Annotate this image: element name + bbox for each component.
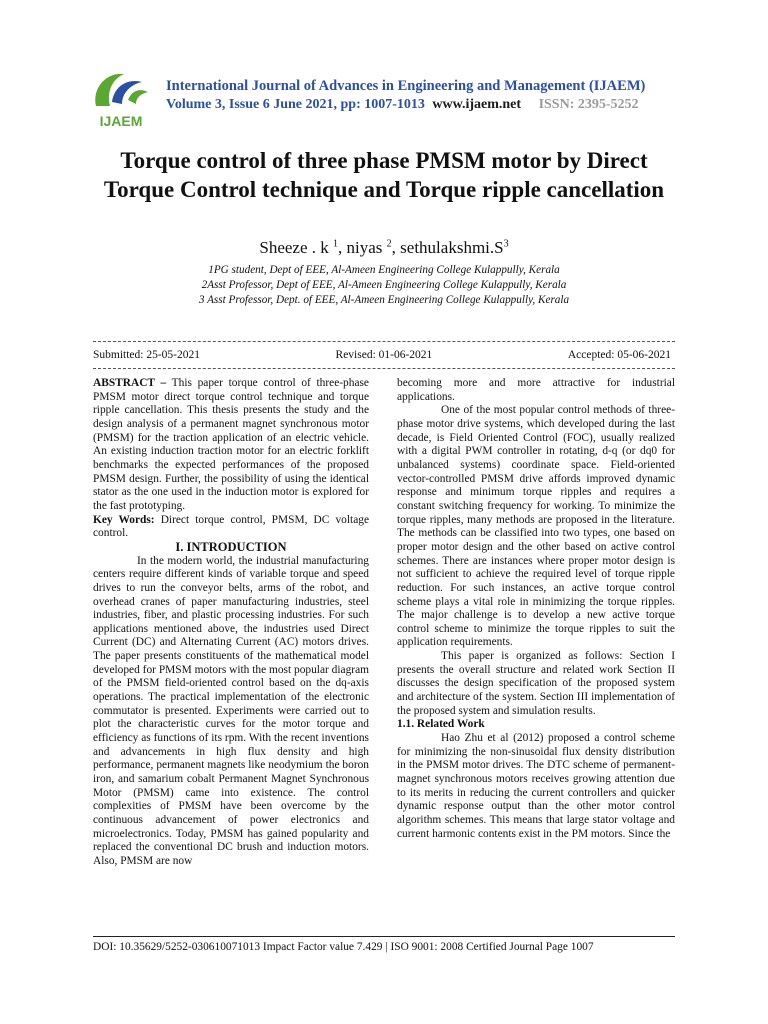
journal-info bbox=[166, 97, 639, 113]
journal-title: International Journal of Advances in Engineering and Management (IJAEM) bbox=[166, 78, 646, 94]
abstract-text: This paper torque control of three-phase PMSM motor direct torque control technique and torque ripple cancellation. This thesis presents the study and the design analysis of a permanent magnet synchronous motor (PMSM) for the traction application of an electric vehicle. An existing induction traction motor for an electric forklift benchmarks the expected performances of the proposed PMSM design. Further, the possibility of using the identical stator as the one used in the induction motor is explored for the fast prototyping. bbox=[93, 377, 369, 512]
author-3-sup: 3 bbox=[503, 238, 509, 250]
submitted-date: Submitted: 25-05-2021 bbox=[93, 349, 201, 361]
author-1-sup: 1 bbox=[333, 238, 339, 250]
keywords-text: Direct torque control, PMSM, DC voltage control. bbox=[93, 513, 370, 540]
divider-top bbox=[93, 341, 675, 342]
keywords-label: Key Words: bbox=[93, 513, 155, 526]
author-1: Sheeze . k bbox=[259, 238, 334, 257]
logo-text: IJAEM bbox=[99, 113, 143, 129]
author-2-sup: 2 bbox=[386, 238, 392, 250]
section-heading-introduction: I. INTRODUCTION bbox=[175, 539, 287, 554]
divider-bottom bbox=[93, 368, 675, 369]
author-3: sethulakshmi.S bbox=[400, 238, 504, 257]
right-paragraph-1: becoming more and more attractive for industrial applications. bbox=[397, 377, 675, 403]
journal-website-link[interactable]: www.ijaem.net bbox=[432, 97, 522, 112]
subsection-heading-related-work: 1.1. Related Work bbox=[397, 718, 485, 731]
journal-issn: ISSN: 2395-5252 bbox=[538, 97, 639, 112]
right-paragraph-3: This paper is organized as follows: Section I presents the overall structure and related work Section II discusses the design specification of the proposed system and architecture of the system. Section III implementation of the proposed system and simulation results. bbox=[397, 650, 675, 717]
right-column bbox=[397, 377, 675, 841]
left-column bbox=[93, 377, 369, 869]
abstract bbox=[93, 377, 369, 514]
footer-rule bbox=[93, 936, 675, 937]
affiliation-2: 2Asst Professor, Dept of EEE, Al-Ameen Engineering College Kulappully, Kerala bbox=[201, 279, 567, 291]
page-footer: DOI: 10.35629/5252-030610071013 Impact Factor value 7.429 | ISO 9001: 2008 Certified Journal Page 1007 bbox=[93, 941, 594, 953]
intro-paragraph: In the modern world, the industrial manufacturing centers require different kinds of variable torque and speed drives to run the conveyor belts, arms of the robot, and overhead cranes of paper manufacturing industries, steel industries, fiber, and plastic processing industries. For such applications mentioned above, the industries used Direct Current (DC) and Alternating Current (AC) motors drives. The paper presents constituents of the mathematical model developed for PMSM motors with the most popular diagram of the PMSM field-oriented control based on the dq-axis operations. The practical implementation of the electronic commutator is presented. Experiments were carried out to plot the characteristic curves for the motor torque and efficiency as functions of its rpm. With the recent inventions and advancements in high flux density and high performance, permanent magnets like neodymium the boron iron, and samarium cobalt Permanent Magnet Synchronous Motor (PMSM) came into existence. The control complexities of PMSM have been overcome by the continuous advancement of power electronics and microelectronics. Today, PMSM has gained popularity and replaced the conventional DC brush and induction motors. Also, PMSM are now bbox=[93, 554, 369, 867]
dates-row bbox=[93, 349, 671, 361]
affiliation-1: 1PG student, Dept of EEE, Al-Ameen Engineering College Kulappully, Kerala bbox=[208, 264, 560, 276]
keywords bbox=[93, 514, 369, 541]
affiliation-3: 3 Asst Professor, Dept. of EEE, Al-Ameen Engineering College Kulappully, Kerala bbox=[198, 294, 570, 306]
author-list: Sheeze . k $^1$, niyas $^2$, $sethulakshmi.S^3$ bbox=[259, 238, 509, 257]
accepted-date: Accepted: 05-06-2021 bbox=[567, 349, 671, 361]
revised-date: Revised: 01-06-2021 bbox=[335, 349, 433, 361]
ijaem-logo bbox=[88, 66, 154, 130]
abstract-label: ABSTRACT – bbox=[93, 377, 167, 389]
journal-volume: Volume 3, Issue 6 June 2021, pp: 1007-1013 bbox=[166, 97, 425, 112]
related-work-paragraph: Hao Zhu et al (2012) proposed a control scheme for minimizing the non-sinusoidal flux density distribution in the PMSM motor drives. The DTC scheme of permanent-magnet synchronous motors receives growing attention due to its merits in reducing the current controllers and quicker dynamic response output than the other motor control algorithm schemes. This means that large stator voltage and current harmonic contents exist in the PM motors. Since the bbox=[397, 732, 675, 840]
right-paragraph-2: One of the most popular control methods of three-phase motor drive systems, which developed during the last decade, is Field Oriented Control (FOC), usually realized with a digital PWM controller in rotating, d-q (or dq0 for unbalanced systems) coordinate space. Field-oriented vector-controlled PMSM drive affords improved dynamic response and minimum torque ripples and requires a constant switching frequency for working. To minimize the torque ripples, many methods are proposed in the literature. The methods can be classified into two types, one based on proper motor design and the other based on active control schemes. There are instances where proper motor design is not sufficient to achieve the required level of torque ripple reduction. For such instances, an active torque control scheme plays a vital role in minimizing the torque ripples. The major challenge is to develop a new active torque control scheme to minimize the torque ripples to suit the application requirements. bbox=[397, 404, 675, 649]
paper-title: Torque control of three phase PMSM motor by Direct Torque Control technique and Torque ripple cancellation bbox=[103, 148, 665, 202]
author-2: niyas bbox=[346, 238, 387, 257]
